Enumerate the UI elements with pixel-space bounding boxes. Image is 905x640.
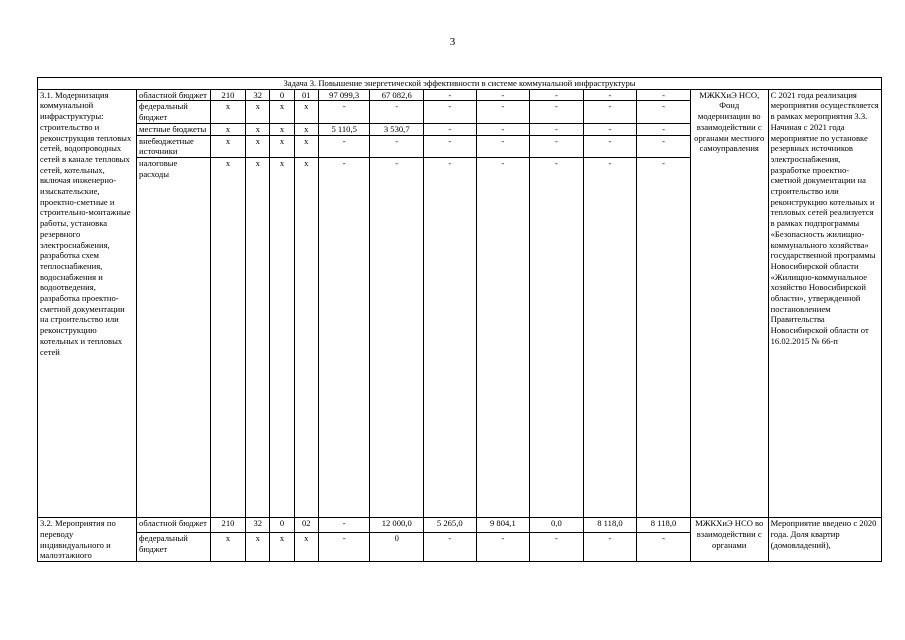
empty-cell (530, 179, 584, 518)
value-cell: - (318, 533, 370, 562)
value-cell: - (530, 157, 584, 179)
value-cell: - (476, 135, 530, 157)
code-cell: 0 (270, 518, 294, 533)
value-cell: - (637, 101, 691, 123)
note: Мероприятие введено с 2020 года. Доля квартир (домовладений), (768, 518, 881, 562)
code-cell: x (210, 123, 245, 135)
code-cell: x (246, 157, 270, 179)
value-cell: 5 265,0 (424, 518, 477, 533)
executor: МЖКХиЭ НСО, Фонд модернизации во взаимодействии с органами местного самоуправления (690, 89, 768, 518)
value-cell: 12 000,0 (370, 518, 424, 533)
value-cell: - (637, 157, 691, 179)
code-cell: 32 (246, 89, 270, 101)
empty-cell (637, 179, 691, 518)
code-cell: x (270, 101, 294, 123)
value-cell: - (530, 533, 584, 562)
value-cell: - (424, 123, 477, 135)
value-cell: - (583, 89, 637, 101)
value-cell: - (370, 135, 424, 157)
code-cell: x (294, 533, 318, 562)
value-cell: - (583, 123, 637, 135)
value-cell: - (318, 157, 370, 179)
value-cell: 0,0 (530, 518, 584, 533)
value-cell: - (476, 89, 530, 101)
code-cell: x (294, 123, 318, 135)
program-table (37, 77, 882, 562)
value-cell: - (583, 157, 637, 179)
empty-cell (137, 179, 211, 518)
code-cell: x (246, 533, 270, 562)
value-cell: 0 (370, 533, 424, 562)
funding-source: внебюджетные источники (137, 135, 211, 157)
code-cell: x (294, 101, 318, 123)
value-cell: - (318, 135, 370, 157)
value-cell: - (583, 135, 637, 157)
code-cell: x (210, 101, 245, 123)
empty-cell (476, 179, 530, 518)
value-cell: - (476, 157, 530, 179)
value-cell: - (637, 89, 691, 101)
empty-cell (424, 179, 477, 518)
code-cell: x (246, 101, 270, 123)
value-cell: - (530, 123, 584, 135)
code-cell: x (210, 157, 245, 179)
value-cell: 8 118,0 (637, 518, 691, 533)
code-cell: x (246, 135, 270, 157)
value-cell: - (424, 135, 477, 157)
value-cell: - (583, 101, 637, 123)
value-cell: - (476, 533, 530, 562)
funding-source: местные бюджеты (137, 123, 211, 135)
value-cell: - (370, 157, 424, 179)
code-cell: 01 (294, 89, 318, 101)
value-cell: - (424, 89, 477, 101)
value-cell: - (637, 123, 691, 135)
value-cell: 8 118,0 (583, 518, 637, 533)
value-cell: - (583, 533, 637, 562)
empty-cell (270, 179, 294, 518)
funding-source: федеральный бюджет (137, 101, 211, 123)
code-cell: 02 (294, 518, 318, 533)
funding-source: областной бюджет (137, 518, 211, 533)
value-cell: - (637, 135, 691, 157)
code-cell: x (270, 123, 294, 135)
executor: МЖКХиЭ НСО во взаимодействии с органами (690, 518, 768, 562)
value-cell: 9 804,1 (476, 518, 530, 533)
code-cell: x (270, 135, 294, 157)
value-cell: - (318, 101, 370, 123)
value-cell: 97 099,3 (318, 89, 370, 101)
note: С 2021 года реализация мероприятия осуществляется в рамках мероприятия 3.3. Начиная с 2021 года мероприятие по установке резервных источников электроснабжения, разработке проектно-сметной документации на строительство или реконструкцию котельных и тепловых сетей реализуется в рамках подпрограммы «Безопасность жилищно-коммунального хозяйства» государственной программы Новосибирской области «Жилищно-коммунальное хозяйство Новосибирской области», утвержденной постановлением Правительства Новосибирской области от 16.02.2015 № 66-п (768, 89, 881, 518)
code-cell: x (270, 157, 294, 179)
measure-name: 3.1. Модернизация коммунальной инфраструктуры: строительство и реконструкция тепловых сетей, водопроводных сетей в канале тепловых сетей, котельных, включая инженерно-изыскательские, проектно-сметные и строительно-монтажные работы, установка резервного электроснабжения, разработка схем теплоснабжения, водоснабжения и водоотведения, разработка проектно-сметной документации на строительство или реконструкцию котельных и тепловых сетей (38, 89, 137, 518)
empty-cell (370, 179, 424, 518)
code-cell: x (210, 533, 245, 562)
value-cell: - (530, 101, 584, 123)
code-cell: 32 (246, 518, 270, 533)
code-cell: x (294, 135, 318, 157)
value-cell: - (370, 101, 424, 123)
empty-cell (318, 179, 370, 518)
code-cell: x (210, 135, 245, 157)
funding-source: федеральный бюджет (137, 533, 211, 562)
value-cell: - (637, 533, 691, 562)
funding-source: налоговые расходы (137, 157, 211, 179)
empty-cell (210, 179, 245, 518)
code-cell: 210 (210, 89, 245, 101)
empty-cell (583, 179, 637, 518)
table-row (38, 518, 882, 533)
empty-cell (246, 179, 270, 518)
value-cell: - (424, 157, 477, 179)
code-cell: 210 (210, 518, 245, 533)
value-cell: 67 082,6 (370, 89, 424, 101)
value-cell: - (476, 101, 530, 123)
value-cell: - (424, 101, 477, 123)
value-cell: - (476, 123, 530, 135)
value-cell: - (318, 518, 370, 533)
table-row (38, 89, 882, 101)
empty-cell (294, 179, 318, 518)
task-title: Задача 3. Повышение энергетической эффективности в системе коммунальной инфраструктуры (38, 78, 882, 90)
code-cell: x (294, 157, 318, 179)
code-cell: x (246, 123, 270, 135)
page-number: 3 (449, 36, 456, 48)
value-cell: - (424, 533, 477, 562)
value-cell: 5 110,5 (318, 123, 370, 135)
code-cell: x (270, 533, 294, 562)
value-cell: - (530, 89, 584, 101)
code-cell: 0 (270, 89, 294, 101)
task-header-row (38, 78, 882, 90)
measure-name: 3.2. Мероприятия по переводу индивидуального и малоэтажного (38, 518, 137, 562)
value-cell: - (530, 135, 584, 157)
funding-source: областной бюджет (137, 89, 211, 101)
value-cell: 3 530,7 (370, 123, 424, 135)
